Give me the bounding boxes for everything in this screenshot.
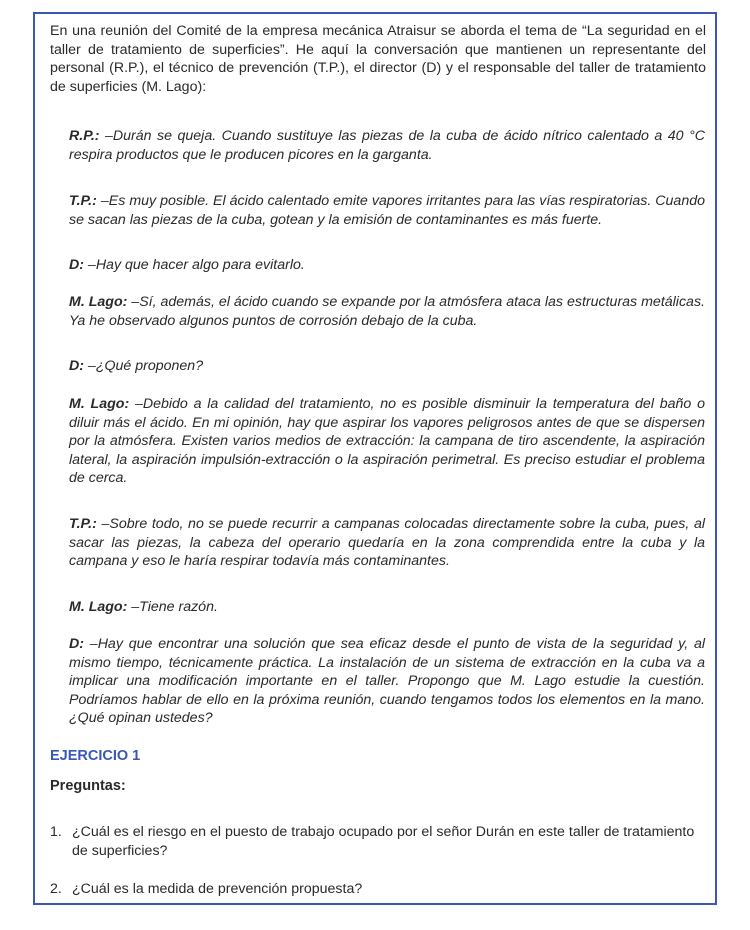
dialogue-turn: [69, 127, 705, 164]
speaker-label: M. Lago:: [69, 396, 130, 412]
dialogue-text: –Tiene razón.: [127, 599, 218, 615]
speaker-label: M. Lago:: [69, 599, 128, 615]
questions-heading: Preguntas:: [50, 778, 126, 794]
dialogue-text: –Sobre todo, no se puede recurrir a campanas colocadas directamente sobre la cuba, pues, al sacar las piezas, la cabeza del operario quedaría en la zona comprendida entre la cuba y la campana y eso le haría respirar todavía más contaminantes.: [69, 516, 705, 570]
question-item: [50, 880, 710, 899]
dialogue-turn: [69, 256, 705, 275]
speaker-label: D:: [69, 358, 84, 374]
speaker-label: T.P.:: [69, 193, 97, 209]
speaker-label: T.P.:: [69, 516, 97, 532]
dialogue-text: –Durán se queja. Cuando sustituye las piezas de la cuba de ácido nítrico calentado a 40 °C respira productos que le producen picores en la garganta.: [69, 128, 705, 163]
question-item: [50, 823, 710, 860]
dialogue-text: –Hay que hacer algo para evitarlo.: [83, 257, 305, 273]
exercise-title: EJERCICIO 1: [50, 748, 141, 764]
speaker-label: D:: [69, 257, 84, 273]
question-number: 2.: [50, 881, 62, 897]
question-text: ¿Cuál es la medida de prevención propuesta?: [72, 881, 363, 897]
question-text: ¿Cuál es el riesgo en el puesto de trabajo ocupado por el señor Durán en este taller de tratamiento de superficies?: [72, 824, 695, 859]
dialogue-text: –Debido a la calidad del tratamiento, no es posible disminuir la temperatura del baño o diluir más el ácido. En mi opinión, hay que aspirar los vapores peligrosos antes de que se dispersen por la atmósfera. Existen varios medios de extracción: la campana de tiro ascendente, la aspiración lateral, la aspiración impulsión-extracción o la aspiración perimetral. Es preciso estudiar el problema de cerca.: [69, 396, 705, 487]
dialogue-text: –¿Qué proponen?: [83, 358, 204, 374]
dialogue-text: –Es muy posible. El ácido calentado emite vapores irritantes para las vías respiratorias. Cuando se sacan las piezas de la cuba, gotean y la emisión de contaminantes es más fuerte.: [69, 193, 705, 228]
speaker-label: R.P.:: [69, 128, 100, 144]
question-number: 1.: [50, 824, 62, 840]
dialogue-turn: [69, 598, 705, 617]
speaker-label: M. Lago:: [69, 294, 128, 310]
intro-paragraph: En una reunión del Comité de la empresa mecánica Atraisur se aborda el tema de “La seguridad en el taller de tratamiento de superficies”. He aquí la conversación que mantienen un representante del personal (R.P.), el técnico de prevención (T.P.), el director (D) y el responsable del taller de tratamiento de superficies (M. Lago):: [50, 23, 706, 95]
dialogue-turn: [69, 293, 705, 330]
dialogue-turn: [69, 395, 705, 488]
dialogue-turn: [69, 515, 705, 571]
dialogue-text: –Sí, además, el ácido cuando se expande por la atmósfera ataca las estructuras metálicas. Ya he observado algunos puntos de corrosión debajo de la cuba.: [69, 294, 705, 329]
speaker-label: D:: [69, 636, 84, 652]
dialogue-turn: [69, 192, 705, 229]
dialogue-turn: [69, 635, 705, 728]
dialogue-text: –Hay que encontrar una solución que sea eficaz desde el punto de vista de la seguridad y, al mismo tiempo, técnicamente práctica. La instalación de un sistema de extracción en la cuba va a implicar una modificación importante en el taller. Propongo que M. Lago estudie la cuestión. Podríamos hablar de ello en la próxima reunión, cuando tengamos todos los elementos en la mano. ¿Qué opinan ustedes?: [69, 636, 705, 727]
dialogue-turn: [69, 357, 705, 376]
